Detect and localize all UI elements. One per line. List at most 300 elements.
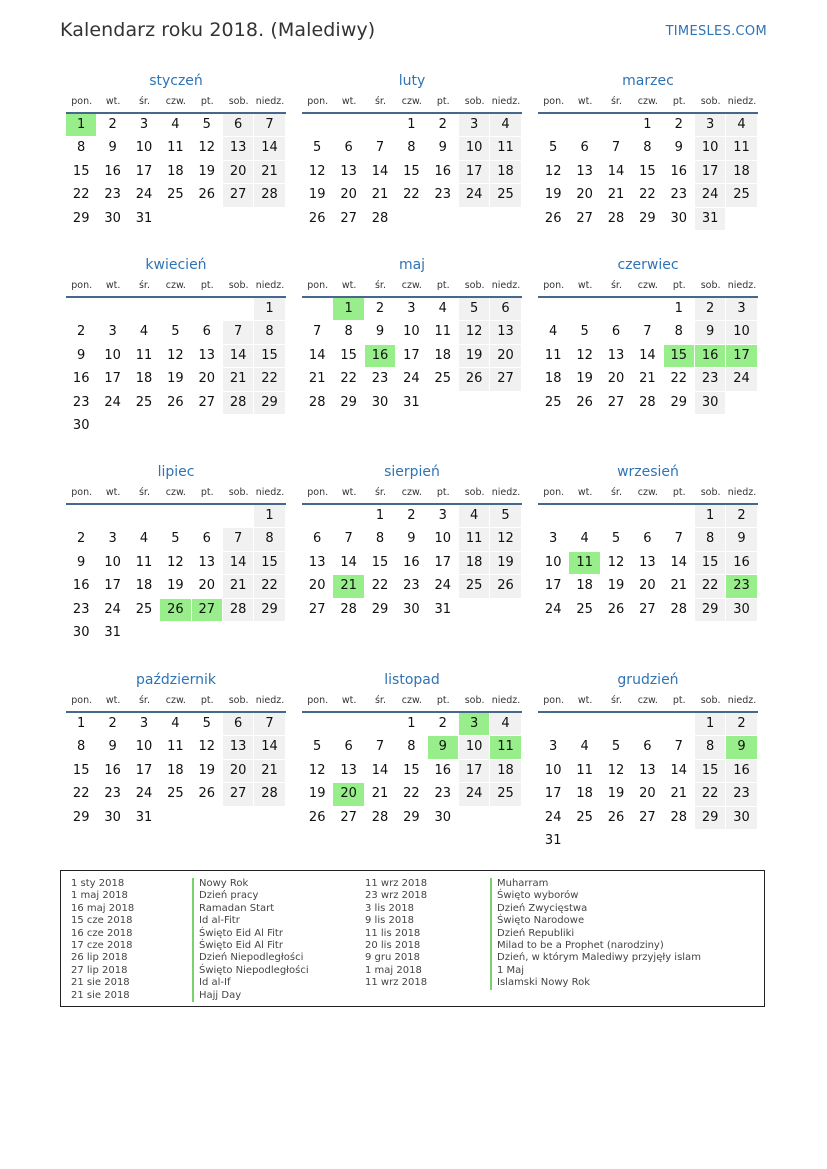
day-cell[interactable]: 13	[223, 137, 253, 159]
day-cell[interactable]: 28	[223, 392, 253, 414]
day-cell[interactable]: 17	[695, 161, 725, 183]
day-cell[interactable]: 5	[202, 117, 211, 132]
day-cell[interactable]: 16	[695, 345, 725, 367]
day-cell[interactable]: 21	[254, 161, 284, 183]
day-cell[interactable]: 15	[72, 163, 90, 179]
day-cell[interactable]: 25	[726, 184, 756, 206]
day-cell[interactable]: 20	[639, 786, 656, 802]
day-cell[interactable]: 9	[726, 528, 756, 550]
day-cell[interactable]: 20	[308, 578, 326, 594]
day-cell[interactable]: 21	[670, 786, 688, 802]
day-cell[interactable]: 23	[371, 371, 389, 387]
day-cell[interactable]: 13	[198, 347, 216, 363]
day-cell[interactable]: 17	[434, 554, 452, 570]
day-cell[interactable]: 18	[135, 371, 153, 387]
day-cell[interactable]: 15	[403, 163, 420, 179]
day-cell[interactable]: 25	[135, 601, 153, 617]
day-cell[interactable]: 27	[340, 809, 357, 825]
day-cell[interactable]: 8	[643, 140, 652, 156]
day-cell[interactable]: 3	[139, 716, 149, 731]
day-cell[interactable]: 28	[308, 394, 326, 410]
day-cell[interactable]: 29	[695, 599, 725, 621]
day-cell[interactable]: 10	[459, 137, 489, 159]
day-cell[interactable]: 21	[308, 371, 326, 387]
day-cell[interactable]: 23	[403, 578, 420, 594]
day-cell[interactable]: 1	[375, 508, 385, 523]
day-cell[interactable]: 12	[544, 163, 562, 179]
day-cell[interactable]: 20	[490, 345, 520, 367]
day-cell[interactable]: 13	[340, 163, 357, 179]
day-cell[interactable]: 12	[459, 321, 489, 343]
day-cell[interactable]: 19	[544, 187, 562, 203]
day-cell[interactable]: 3	[108, 324, 117, 340]
day-cell[interactable]: 24	[403, 371, 420, 387]
day-cell[interactable]: 14	[254, 137, 284, 159]
day-cell[interactable]: 26	[308, 809, 326, 825]
day-cell[interactable]: 15	[664, 345, 694, 367]
day-cell[interactable]: 1	[643, 117, 652, 132]
day-cell[interactable]: 2	[77, 531, 86, 547]
day-cell[interactable]: 4	[139, 531, 149, 547]
day-cell[interactable]: 15	[72, 762, 90, 778]
day-cell[interactable]: 13	[223, 736, 253, 758]
day-cell[interactable]: 18	[135, 578, 153, 594]
day-cell[interactable]: 23	[434, 187, 452, 203]
day-cell[interactable]: 4	[726, 114, 756, 136]
day-cell[interactable]: 31	[434, 601, 452, 617]
day-cell[interactable]: 3	[549, 739, 558, 755]
day-cell[interactable]: 9	[77, 347, 86, 363]
day-cell[interactable]: 14	[371, 762, 389, 778]
day-cell[interactable]: 5	[580, 324, 589, 340]
day-cell[interactable]: 20	[607, 371, 625, 387]
day-cell[interactable]: 29	[340, 394, 357, 410]
day-cell[interactable]: 22	[340, 371, 357, 387]
day-cell[interactable]: 22	[695, 783, 725, 805]
day-cell[interactable]: 12	[198, 739, 216, 755]
day-cell[interactable]: 8	[77, 739, 86, 755]
day-cell[interactable]: 14	[639, 347, 656, 363]
day-cell[interactable]: 28	[670, 601, 688, 617]
day-cell[interactable]: 22	[72, 786, 90, 802]
day-cell[interactable]: 25	[434, 371, 452, 387]
day-cell[interactable]: 26	[160, 599, 190, 621]
day-cell[interactable]: 17	[104, 578, 121, 594]
day-cell[interactable]: 23	[72, 394, 90, 410]
day-cell[interactable]: 17	[544, 786, 562, 802]
day-cell[interactable]: 8	[344, 324, 353, 340]
day-cell[interactable]: 3	[407, 301, 416, 316]
day-cell[interactable]: 12	[167, 554, 184, 570]
day-cell[interactable]: 20	[223, 760, 253, 782]
day-cell[interactable]: 18	[490, 760, 520, 782]
day-cell[interactable]: 6	[313, 531, 322, 547]
day-cell[interactable]: 9	[428, 736, 458, 758]
day-cell[interactable]: 14	[254, 736, 284, 758]
day-cell[interactable]: 29	[254, 392, 284, 414]
day-cell[interactable]: 30	[695, 392, 725, 414]
day-cell[interactable]: 26	[607, 601, 625, 617]
day-cell[interactable]: 30	[371, 394, 389, 410]
day-cell[interactable]: 22	[254, 575, 284, 597]
day-cell[interactable]: 1	[695, 713, 725, 735]
day-cell[interactable]: 5	[171, 531, 180, 547]
day-cell[interactable]: 19	[459, 345, 489, 367]
day-cell[interactable]: 20	[576, 187, 593, 203]
day-cell[interactable]: 13	[607, 347, 625, 363]
day-cell[interactable]: 4	[139, 324, 149, 340]
day-cell[interactable]: 30	[726, 807, 756, 829]
day-cell[interactable]: 18	[726, 161, 756, 183]
day-cell[interactable]: 2	[108, 117, 117, 132]
day-cell[interactable]: 6	[490, 298, 520, 320]
day-cell[interactable]: 11	[459, 528, 489, 550]
day-cell[interactable]: 15	[371, 554, 389, 570]
day-cell[interactable]: 27	[639, 601, 656, 617]
day-cell[interactable]: 3	[549, 531, 558, 547]
day-cell[interactable]: 12	[576, 347, 593, 363]
day-cell[interactable]: 22	[371, 578, 389, 594]
day-cell[interactable]: 12	[198, 140, 216, 156]
day-cell[interactable]: 16	[726, 552, 756, 574]
day-cell[interactable]: 25	[576, 809, 593, 825]
day-cell[interactable]: 21	[371, 786, 389, 802]
day-cell[interactable]: 14	[308, 347, 326, 363]
day-cell[interactable]: 9	[77, 554, 86, 570]
day-cell[interactable]: 28	[607, 210, 625, 226]
day-cell[interactable]: 18	[576, 786, 593, 802]
day-cell[interactable]: 9	[407, 531, 416, 547]
day-cell[interactable]: 29	[72, 809, 90, 825]
day-cell[interactable]: 20	[340, 187, 357, 203]
day-cell[interactable]: 12	[607, 554, 625, 570]
day-cell[interactable]: 11	[135, 347, 153, 363]
day-cell[interactable]: 30	[104, 809, 121, 825]
day-cell[interactable]: 19	[576, 371, 593, 387]
day-cell[interactable]: 28	[254, 184, 284, 206]
day-cell[interactable]: 16	[434, 762, 452, 778]
day-cell[interactable]: 7	[611, 140, 621, 156]
day-cell[interactable]: 23	[670, 187, 688, 203]
day-cell[interactable]: 23	[726, 575, 756, 597]
day-cell[interactable]: 2	[77, 324, 86, 340]
day-cell[interactable]: 2	[695, 298, 725, 320]
day-cell[interactable]: 12	[607, 762, 625, 778]
day-cell[interactable]: 5	[490, 505, 520, 527]
day-cell[interactable]: 5	[459, 298, 489, 320]
day-cell[interactable]: 12	[308, 762, 326, 778]
day-cell[interactable]: 6	[223, 713, 253, 735]
day-cell[interactable]: 11	[569, 552, 599, 574]
day-cell[interactable]: 19	[198, 163, 216, 179]
brand-link[interactable]: TIMESLES.COM	[665, 24, 767, 39]
day-cell[interactable]: 10	[459, 736, 489, 758]
day-cell[interactable]: 18	[434, 347, 452, 363]
day-cell[interactable]: 16	[434, 163, 452, 179]
day-cell[interactable]: 24	[459, 783, 489, 805]
day-cell[interactable]: 5	[171, 324, 180, 340]
day-cell[interactable]: 19	[490, 552, 520, 574]
day-cell[interactable]: 4	[549, 324, 558, 340]
day-cell[interactable]: 9	[108, 739, 117, 755]
day-cell[interactable]: 27	[192, 599, 222, 621]
day-cell[interactable]: 19	[167, 371, 184, 387]
day-cell[interactable]: 30	[726, 599, 756, 621]
day-cell[interactable]: 18	[544, 371, 562, 387]
day-cell[interactable]: 17	[459, 161, 489, 183]
day-cell[interactable]: 13	[639, 762, 656, 778]
day-cell[interactable]: 19	[607, 578, 625, 594]
day-cell[interactable]: 9	[108, 140, 117, 156]
day-cell[interactable]: 11	[167, 739, 184, 755]
day-cell[interactable]: 23	[695, 368, 725, 390]
day-cell[interactable]: 15	[639, 163, 656, 179]
day-cell[interactable]: 9	[674, 140, 683, 156]
day-cell[interactable]: 30	[72, 624, 90, 640]
day-cell[interactable]: 8	[254, 528, 284, 550]
day-cell[interactable]: 18	[167, 762, 184, 778]
day-cell[interactable]: 17	[403, 347, 420, 363]
day-cell[interactable]: 28	[639, 394, 656, 410]
day-cell[interactable]: 5	[611, 531, 621, 547]
day-cell[interactable]: 5	[202, 716, 211, 731]
day-cell[interactable]: 14	[371, 163, 389, 179]
day-cell[interactable]: 10	[135, 140, 153, 156]
day-cell[interactable]: 1	[254, 298, 284, 320]
day-cell[interactable]: 14	[670, 554, 688, 570]
day-cell[interactable]: 2	[674, 117, 683, 132]
day-cell[interactable]: 11	[490, 736, 520, 758]
day-cell[interactable]: 24	[459, 184, 489, 206]
day-cell[interactable]: 28	[223, 599, 253, 621]
day-cell[interactable]: 21	[333, 575, 363, 597]
day-cell[interactable]: 6	[202, 324, 211, 340]
day-cell[interactable]: 4	[490, 114, 520, 136]
day-cell[interactable]: 29	[639, 210, 656, 226]
day-cell[interactable]: 11	[726, 137, 756, 159]
day-cell[interactable]: 21	[639, 371, 656, 387]
day-cell[interactable]: 2	[438, 716, 447, 731]
day-cell[interactable]: 11	[490, 137, 520, 159]
day-cell[interactable]: 27	[490, 368, 520, 390]
day-cell[interactable]: 24	[135, 786, 153, 802]
day-cell[interactable]: 15	[254, 345, 284, 367]
day-cell[interactable]: 9	[695, 321, 725, 343]
day-cell[interactable]: 7	[375, 739, 385, 755]
day-cell[interactable]: 6	[580, 140, 589, 156]
day-cell[interactable]: 7	[223, 321, 253, 343]
day-cell[interactable]: 28	[340, 601, 357, 617]
day-cell[interactable]: 30	[670, 210, 688, 226]
day-cell[interactable]: 5	[313, 739, 322, 755]
day-cell[interactable]: 25	[490, 184, 520, 206]
day-cell[interactable]: 15	[695, 760, 725, 782]
day-cell[interactable]: 19	[308, 187, 326, 203]
day-cell[interactable]: 13	[340, 762, 357, 778]
day-cell[interactable]: 8	[695, 528, 725, 550]
day-cell[interactable]: 13	[576, 163, 593, 179]
day-cell[interactable]: 29	[695, 807, 725, 829]
day-cell[interactable]: 8	[77, 140, 86, 156]
day-cell[interactable]: 17	[104, 371, 121, 387]
day-cell[interactable]: 14	[670, 762, 688, 778]
day-cell[interactable]: 4	[438, 301, 447, 316]
day-cell[interactable]: 23	[104, 786, 121, 802]
day-cell[interactable]: 23	[726, 783, 756, 805]
day-cell[interactable]: 30	[403, 601, 420, 617]
day-cell[interactable]: 3	[459, 713, 489, 735]
day-cell[interactable]: 22	[254, 368, 284, 390]
day-cell[interactable]: 14	[223, 552, 253, 574]
day-cell[interactable]: 1	[66, 114, 96, 136]
day-cell[interactable]: 25	[544, 394, 562, 410]
day-cell[interactable]: 1	[695, 505, 725, 527]
day-cell[interactable]: 10	[403, 324, 420, 340]
day-cell[interactable]: 16	[104, 762, 121, 778]
day-cell[interactable]: 27	[639, 809, 656, 825]
day-cell[interactable]: 25	[490, 783, 520, 805]
day-cell[interactable]: 4	[580, 739, 589, 755]
day-cell[interactable]: 4	[580, 531, 589, 547]
day-cell[interactable]: 7	[674, 739, 683, 755]
day-cell[interactable]: 31	[544, 832, 562, 848]
day-cell[interactable]: 4	[459, 505, 489, 527]
day-cell[interactable]: 2	[375, 301, 385, 316]
day-cell[interactable]: 19	[308, 786, 326, 802]
day-cell[interactable]: 13	[198, 554, 216, 570]
day-cell[interactable]: 24	[544, 601, 562, 617]
day-cell[interactable]: 11	[167, 140, 184, 156]
day-cell[interactable]: 26	[167, 394, 184, 410]
day-cell[interactable]: 25	[459, 575, 489, 597]
day-cell[interactable]: 6	[344, 739, 353, 755]
day-cell[interactable]: 27	[223, 783, 253, 805]
day-cell[interactable]: 24	[695, 184, 725, 206]
day-cell[interactable]: 31	[104, 624, 121, 640]
day-cell[interactable]: 18	[167, 163, 184, 179]
day-cell[interactable]: 26	[198, 786, 216, 802]
day-cell[interactable]: 6	[643, 739, 652, 755]
day-cell[interactable]: 10	[135, 739, 153, 755]
day-cell[interactable]: 13	[490, 321, 520, 343]
day-cell[interactable]: 26	[544, 210, 562, 226]
day-cell[interactable]: 26	[459, 368, 489, 390]
day-cell[interactable]: 26	[198, 187, 216, 203]
day-cell[interactable]: 16	[365, 345, 395, 367]
day-cell[interactable]: 24	[135, 187, 153, 203]
day-cell[interactable]: 14	[340, 554, 357, 570]
day-cell[interactable]: 9	[375, 324, 385, 340]
day-cell[interactable]: 16	[726, 760, 756, 782]
day-cell[interactable]: 2	[407, 508, 416, 523]
day-cell[interactable]: 31	[135, 210, 153, 226]
day-cell[interactable]: 16	[403, 554, 420, 570]
day-cell[interactable]: 10	[695, 137, 725, 159]
day-cell[interactable]: 26	[308, 210, 326, 226]
day-cell[interactable]: 27	[308, 601, 326, 617]
day-cell[interactable]: 4	[171, 117, 180, 132]
day-cell[interactable]: 6	[643, 531, 652, 547]
day-cell[interactable]: 14	[607, 163, 625, 179]
day-cell[interactable]: 27	[340, 210, 357, 226]
day-cell[interactable]: 8	[407, 739, 416, 755]
day-cell[interactable]: 22	[695, 575, 725, 597]
day-cell[interactable]: 11	[135, 554, 153, 570]
day-cell[interactable]: 21	[607, 187, 625, 203]
day-cell[interactable]: 21	[371, 187, 389, 203]
day-cell[interactable]: 29	[72, 210, 90, 226]
day-cell[interactable]: 7	[254, 713, 284, 735]
day-cell[interactable]: 10	[104, 347, 121, 363]
day-cell[interactable]: 1	[333, 298, 363, 320]
day-cell[interactable]: 12	[167, 347, 184, 363]
day-cell[interactable]: 15	[695, 552, 725, 574]
day-cell[interactable]: 17	[726, 345, 756, 367]
day-cell[interactable]: 10	[104, 554, 121, 570]
day-cell[interactable]: 10	[544, 762, 562, 778]
day-cell[interactable]: 21	[223, 575, 253, 597]
day-cell[interactable]: 20	[198, 578, 216, 594]
day-cell[interactable]: 5	[313, 140, 322, 156]
day-cell[interactable]: 29	[254, 599, 284, 621]
day-cell[interactable]: 2	[108, 716, 117, 731]
day-cell[interactable]: 24	[726, 368, 756, 390]
day-cell[interactable]: 3	[726, 298, 756, 320]
day-cell[interactable]: 5	[549, 140, 558, 156]
day-cell[interactable]: 31	[135, 809, 153, 825]
day-cell[interactable]: 27	[223, 184, 253, 206]
day-cell[interactable]: 24	[434, 578, 452, 594]
day-cell[interactable]: 20	[333, 783, 363, 805]
day-cell[interactable]: 5	[611, 739, 621, 755]
day-cell[interactable]: 26	[490, 575, 520, 597]
day-cell[interactable]: 20	[639, 578, 656, 594]
day-cell[interactable]: 2	[726, 713, 756, 735]
day-cell[interactable]: 29	[403, 809, 420, 825]
day-cell[interactable]: 28	[670, 809, 688, 825]
day-cell[interactable]: 11	[576, 762, 593, 778]
day-cell[interactable]: 12	[308, 163, 326, 179]
day-cell[interactable]: 30	[72, 417, 90, 433]
day-cell[interactable]: 15	[340, 347, 357, 363]
day-cell[interactable]: 19	[167, 578, 184, 594]
day-cell[interactable]: 25	[135, 394, 153, 410]
day-cell[interactable]: 24	[104, 601, 121, 617]
day-cell[interactable]: 18	[576, 578, 593, 594]
day-cell[interactable]: 7	[223, 528, 253, 550]
day-cell[interactable]: 7	[344, 531, 353, 547]
day-cell[interactable]: 17	[135, 163, 153, 179]
day-cell[interactable]: 8	[674, 324, 683, 340]
day-cell[interactable]: 9	[438, 140, 447, 156]
day-cell[interactable]: 22	[72, 187, 90, 203]
day-cell[interactable]: 26	[607, 809, 625, 825]
day-cell[interactable]: 30	[104, 210, 121, 226]
day-cell[interactable]: 26	[576, 394, 593, 410]
day-cell[interactable]: 31	[403, 394, 420, 410]
day-cell[interactable]: 23	[72, 601, 90, 617]
day-cell[interactable]: 21	[223, 368, 253, 390]
day-cell[interactable]: 11	[544, 347, 562, 363]
day-cell[interactable]: 27	[576, 210, 593, 226]
day-cell[interactable]: 29	[371, 601, 389, 617]
day-cell[interactable]: 16	[104, 163, 121, 179]
day-cell[interactable]: 20	[198, 371, 216, 387]
day-cell[interactable]: 15	[403, 762, 420, 778]
day-cell[interactable]: 16	[72, 578, 90, 594]
day-cell[interactable]: 6	[223, 114, 253, 136]
day-cell[interactable]: 3	[695, 114, 725, 136]
